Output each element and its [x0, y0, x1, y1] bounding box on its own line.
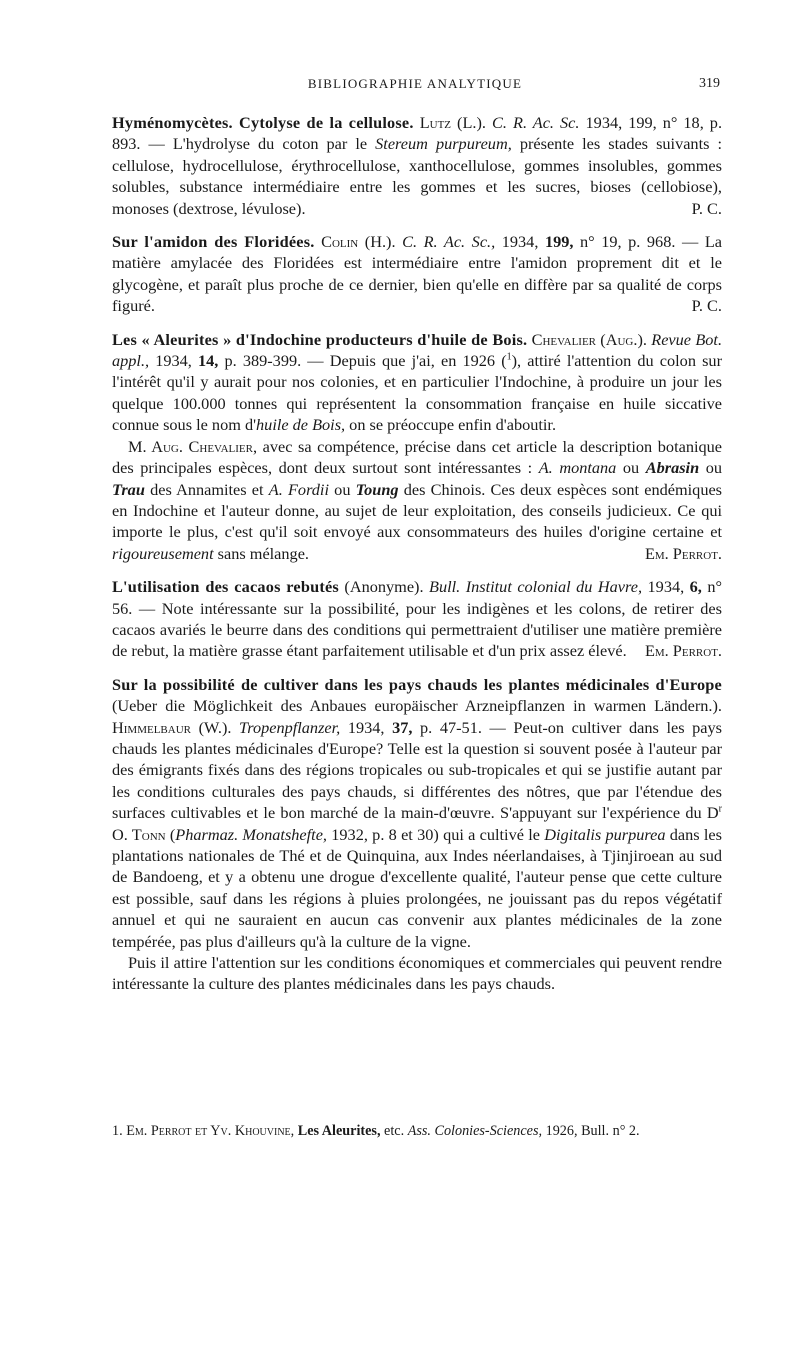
entry-text: sans mélange. [213, 543, 309, 563]
entry-title: Hyménomycètes. Cytolyse de la cellulose. [112, 113, 414, 132]
page-number: 319 [699, 76, 720, 91]
footnote-rest: 1926, Bull. n° 2. [542, 1123, 640, 1139]
entry-hymenomycetes [112, 112, 722, 219]
entry-details: p. 389-399. [218, 351, 302, 371]
entry-source: Bull. Institut colonial du Havre, [429, 577, 643, 597]
entry-paragraph-2 [112, 436, 722, 564]
entry-details: 1934, 199, n° 18, p. 893. [112, 113, 723, 154]
entry-text: — Depuis que j'ai, en 1926 ( [301, 351, 507, 371]
person-name: O. Tonn [112, 824, 166, 844]
entry-text: — La matière amylacée des Floridées est intermédiaire entre l'amidon proprement dit et le glycogène, et paraît plus proche de ce dernier, bien qu'elle en diffère par sa qualité de corps figuré. [112, 232, 722, 316]
entry-text: — L'hydrolyse du coton par le [140, 134, 376, 154]
entry-author: Colin (H.). [321, 232, 396, 252]
footnote [112, 1122, 722, 1141]
entry-title: Sur l'amidon des Floridées. [112, 232, 315, 252]
entry-signature: Em. Perrot. [644, 543, 722, 563]
entry-signature: P. C. [691, 198, 722, 218]
entry-year: 1934, [642, 577, 690, 597]
common-name: Trau [112, 479, 145, 499]
footnote-title: Les Aleurites, [297, 1123, 381, 1139]
entry-author: (Anonyme). [338, 577, 430, 597]
journal-name: Pharmaz. Monatshefte, [175, 824, 327, 844]
footnote-ref: 1 [506, 351, 512, 363]
entry-text: ( [165, 824, 176, 844]
entry-year: 1934, [149, 351, 198, 371]
entry-paragraph [112, 112, 722, 219]
species-name: A. montana [538, 458, 617, 478]
page-header [110, 76, 720, 98]
entry-text: — Peut-on cultiver dans les pays chauds les plantes médicinales d'Europe? Telle est la question si souvent posée à l'auteur par des émigrants fixés dans des régions tropicales ou sub-tropicales et qui se justifie autant par les conditions culturales des pays chauds, si différentes des nôtres, que par l'étendue des surfaces cultivables et le bon marché de la main-d'œuvre. S'appuyant sur l'expérience du D [112, 717, 722, 823]
footnote-etc: etc. [380, 1123, 408, 1139]
entry-author: M. Aug. Chevalier, [128, 436, 258, 456]
entry-text: ou [328, 479, 356, 499]
common-name: Abrasin [645, 458, 700, 478]
entry-italic-term: huile de Bois, [256, 415, 346, 435]
entry-text: ), attiré l'attention du colon sur l'intérêt qu'il y aurait pour nos colonies, et en particulier l'Indochine, à produire un jour les quelque 100.000 tonnes qui représentent la consommation française en huile siccative connue sous le nom d' [112, 351, 722, 435]
entry-details: n° 19, p. 968. [573, 232, 676, 252]
running-title: BIBLIOGRAPHIE ANALYTIQUE [307, 76, 523, 91]
entry-details: p. 47-51. [412, 717, 482, 737]
entry-title: Sur la possibilité de cultiver dans les pays chauds les plantes médicinales d'Europe [112, 674, 722, 694]
species-name: A. Fordii [268, 479, 329, 499]
entry-title: Les « Aleurites » d'Indochine producteurs d'huile de Bois. [112, 329, 528, 349]
entry-italic-term: rigoureusement [112, 543, 214, 563]
title-superscript: r [718, 803, 722, 815]
entry-text: on se préoccupe enfin d'aboutir. [345, 415, 557, 435]
entry-paragraph [112, 576, 722, 662]
entry-text: 1932, p. 8 et 30) qui a cultivé le [327, 824, 545, 844]
entry-author: Chevalier (Aug.). [531, 329, 647, 349]
entry-paragraph [112, 231, 722, 317]
entry-signature: Em. Perrot. [644, 641, 722, 661]
entry-year: 1934, [495, 232, 545, 252]
entry-source: C. R. Ac. Sc. [492, 113, 580, 132]
common-name: Toung [355, 479, 399, 499]
entry-signature: P. C. [691, 296, 722, 316]
entry-text: ou [699, 458, 722, 478]
entry-paragraph-2: Puis il attire l'attention sur les conditions économiques et commerciales qui peuvent rendre intéressante la culture des plantes médicinales dans les pays chauds. [112, 953, 722, 994]
entry-volume: 37, [392, 717, 413, 737]
footnote-authors: Em. Perrot et Yv. Khouvine, [122, 1123, 298, 1139]
entry-amidon-floridees [112, 231, 722, 317]
entry-source: Revue Bot. appl., [112, 329, 723, 371]
entry-title: L'utilisation des cacaos rebutés [112, 577, 339, 597]
plant-name: Digitalis purpurea [544, 824, 666, 844]
entry-volume: 199, [544, 232, 574, 252]
footnote-source: Ass. Colonies-Sciences, [407, 1123, 543, 1139]
entry-author: Himmelbaur (W.). [112, 717, 232, 737]
entry-cacaos-rebutes [112, 576, 722, 662]
entry-text: présente les stades suivants : cellulose, hydrocellulose, érythrocellulose, xanthocellulose, gommes insolubles, gommes solubles, substance intermédiaire entre les gommes et les sucres, bioses (cellobiose), monoses (dextrose, lévulose). [112, 134, 722, 218]
entry-plantes-medicinales [112, 674, 722, 995]
entry-volume: 14, [198, 351, 219, 371]
entry-paragraph [112, 674, 722, 952]
entry-text: avec sa compétence, précise dans cet article la description botanique des principales espèces, dont deux surtout sont intéressantes : [112, 436, 722, 478]
entry-source: C. R. Ac. Sc., [402, 232, 496, 252]
entry-source: Tropenpflanzer, [231, 717, 341, 737]
entry-author: Lutz (L.). [419, 113, 486, 132]
entry-subtitle: (Ueber die Möglichkeit des Anbaues europäischer Arzneipflanzen in warmen Ländern.). [112, 696, 722, 716]
entry-text: dans les plantations nationales de Thé et de Quinquina, aux Indes néerlandaises, à Tjinjiroean au sud de Bandoeng, et y a obtenu une drogue d'excellente qualité, l'auteur pense que cette culture est possible, sauf dans les régions à pluies prolongées, ne jouissant pas du repos végétatif annuel et qui ne sauraient en aucun cas convenir aux plantes médicinales de la zone tempérée, pas plus d'ailleurs qu'à la culture de la vigne. [112, 824, 722, 951]
entry-details: n° 56. [112, 577, 722, 618]
entry-paragraph [112, 329, 722, 436]
entry-italic-term: Stereum purpureum, [375, 134, 512, 154]
entry-aleurites [112, 329, 722, 564]
entry-text: ou [616, 458, 646, 478]
entry-text: — Note intéressante sur la possibilité, pour les indigènes et les colons, de retirer des cacaos avariés le beurre dans des conditions qui permettraient d'utiliser une matière première de rebut, la matière grasse étant parfaitement utilisable et d'un prix assez élevé. [112, 598, 722, 661]
entry-text: des Chinois. Ces deux espèces sont endémiques en Indochine et l'auteur donne, au sujet de leur exploitation, des conseils judicieux. Ce qui importe le plus, c'est qu'il soit envoyé aux consommateurs des huiles d'origine certaine et [112, 479, 723, 542]
footnote-number: 1. [112, 1123, 123, 1139]
entry-text: des Annamites et [144, 479, 269, 499]
article-body [112, 112, 722, 1007]
entry-volume: 6, [689, 577, 702, 597]
entry-year: 1934, [340, 717, 393, 737]
